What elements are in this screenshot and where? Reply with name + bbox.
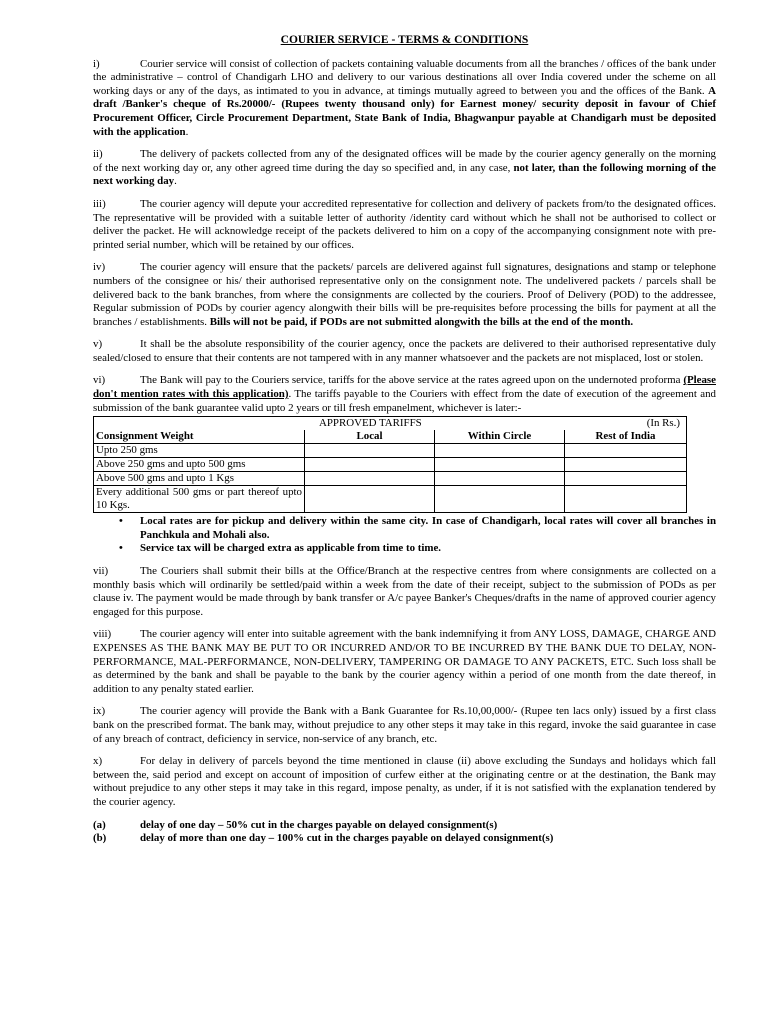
rate-cell	[565, 486, 687, 513]
list-item: • Local rates are for pickup and delivery within the same city. In case of Chandigarh, local rates will cover all branches in Panchkula and Mohali also.	[119, 515, 716, 541]
clause-end: .	[174, 175, 177, 188]
weight-cell: Above 500 gms and upto 1 Kgs	[94, 472, 305, 486]
clause-text: The Couriers shall submit their bills at the Office/Branch at the respective centres from where consignments are collected on a monthly basis which will ordinarily be settled/paid within a week from the date of their receipt, subject to the submission of PODs as per clause iv. The payment would be made through by bank transfer or A/c payee Banker's Cheques/drafts in the name of approved courier agency engaged for this purpose.	[93, 565, 716, 618]
clause-number: vi)	[93, 374, 106, 387]
tariff-table	[93, 416, 687, 513]
clause-number: iv)	[93, 261, 106, 274]
clause-v	[93, 338, 716, 365]
clause-number: vii)	[93, 565, 109, 578]
rate-cell	[565, 458, 687, 472]
header-local: Local	[305, 430, 435, 444]
rate-cell	[435, 458, 565, 472]
clause-text: The delivery of packets collected from any of the designated offices will be made by the courier agency generally on the morning of the next working day or, any other agreed time during the day so specified and, in any case,	[93, 148, 716, 174]
bullet-icon: •	[119, 542, 123, 555]
clause-bold-text: A draft /Banker's cheque of Rs.20000/- (Rupees twenty thousand only) for Earnest money/ security deposit in favour of Chief Procurement Officer, Circle Procurement Department, State Bank of India, Bhagwanpur payable at Chandigarh must be deposited with the application	[93, 84, 716, 138]
rate-cell	[565, 472, 687, 486]
tariff-caption-row	[94, 417, 687, 431]
penalty-label: (a)	[93, 818, 106, 831]
clause-underlined-text: (Please don't mention rates with this application)	[93, 374, 716, 401]
clause-viii	[93, 628, 716, 696]
rate-cell	[305, 486, 435, 513]
clause-bold-text: not later, than the following morning of the next working day	[93, 161, 716, 188]
clause-x	[93, 755, 716, 809]
clause-text-continued: . The tariffs payable to the Couriers with effect from the date of execution of the agreement and submission of the bank guarantee valid upto 2 years or till fresh empanelment, whichever is later:-	[93, 388, 716, 414]
clause-text: For delay in delivery of parcels beyond the time mentioned in clause (ii) above excluding the Sundays and holidays which fall between the, said period and except on account of imposition of curfew either at the originating centre or at the destination, the Bank may without prejudice to any other steps it may take in this regard, impose penalty, as under, if it is not satisfied with the explanation tendered by the courier agency.	[93, 755, 716, 808]
page-title: COURIER SERVICE - TERMS & CONDITIONS	[280, 34, 529, 46]
tariff-caption-cell	[94, 417, 687, 431]
clause-iii	[93, 198, 716, 252]
table-row	[94, 486, 687, 513]
bullet-icon: •	[119, 515, 123, 528]
penalty-text: delay of more than one day – 100% cut in the charges payable on delayed consignment(s)	[140, 832, 554, 845]
clause-text: The courier agency will enter into suitable agreement with the bank indemnifying it from ANY LOSS, DAMAGE, CHARGE AND EXPENSES AS THE BANK MAY BE PUT TO OR INCURRED AND/OR TO BE INCURRED BY THE BANK DUE TO DELAY, NON-PERFORMANCE, MAL-PERFORMANCE, NON-DELIVERY, TAMPERING OR DAMAGE TO ANY PACKETS, ETC. Such loss shall be as determined by the bank and shall be payable to the bank by the courier agency within a period of one month from the date thereof, in addition to any penalty stated earlier.	[93, 628, 716, 695]
weight-cell: Every additional 500 gms or part thereof upto 10 Kgs.	[94, 486, 305, 513]
tariff-notes	[93, 515, 716, 556]
clause-end: .	[185, 125, 189, 138]
penalty-label: (b)	[93, 832, 107, 845]
tariff-caption: APPROVED TARIFFS	[319, 417, 422, 430]
clause-iv	[93, 261, 716, 329]
clause-number: v)	[93, 338, 103, 351]
rate-cell	[305, 458, 435, 472]
penalty-b	[93, 832, 716, 846]
clause-number: ix)	[93, 705, 106, 718]
clause-vi	[93, 374, 716, 415]
clause-vii	[93, 565, 716, 619]
clause-bold-text: Bills will not be paid, if PODs are not submitted alongwith the bills at the end of the month.	[209, 315, 634, 328]
clause-number: ii)	[93, 148, 103, 161]
penalty-text: delay of one day – 50% cut in the charges payable on delayed consignment(s)	[140, 818, 498, 831]
clause-text: It shall be the absolute responsibility of the courier agency, once the packets are delivered to their authorised representative duly sealed/closed to ensure that their contents are not tampered with in any manner whatsoever and the packets are not misplaced, lost or stolen.	[93, 338, 716, 364]
tariff-unit: (In Rs.)	[646, 417, 680, 430]
clause-number: x)	[93, 755, 103, 768]
rate-cell	[305, 444, 435, 458]
header-within-circle: Within Circle	[435, 430, 565, 444]
clause-text: The courier agency will provide the Bank with a Bank Guarantee for Rs.10,00,000/- (Rupee ten lacs only) issued by a first class bank on the prescribed format. The bank may, without prejudice to any other steps it may take in this regard, invoke the said guarantee in case of any breach of contract, deficiency in service, non-service of any branch, etc.	[93, 705, 716, 745]
clause-number: viii)	[93, 628, 112, 641]
table-row	[94, 444, 687, 458]
header-rest-of-india: Rest of India	[565, 430, 687, 444]
clause-text: The Bank will pay to the Couriers service, tariffs for the above service at the rates agreed upon on the undernoted proforma	[140, 374, 684, 387]
weight-cell: Above 250 gms and upto 500 gms	[94, 458, 305, 472]
penalty-a	[93, 819, 716, 833]
clause-i	[93, 58, 716, 140]
rate-cell	[565, 444, 687, 458]
rate-cell	[435, 486, 565, 513]
table-row	[94, 458, 687, 472]
list-item: • Service tax will be charged extra as applicable from time to time.	[119, 542, 442, 555]
weight-cell: Upto 250 gms	[94, 444, 305, 458]
clause-ii	[93, 148, 716, 189]
table-row	[94, 472, 687, 486]
tariff-header-row	[94, 430, 687, 444]
header-consignment-weight: Consignment Weight	[94, 430, 305, 444]
clause-text: The courier agency will depute your accredited representative for collection and delivery of packets from/to the designated offices. The representative will be provided with a suitable letter of authority /identity card without which he shall not be authorised to collect or deliver the packet. He will acknowledge receipt of the packets delivered to him on a copy of the accompanying consignment note with pre-printed serial number, which will be retained by our offices.	[93, 197, 716, 251]
clause-ix	[93, 705, 716, 746]
rate-cell	[435, 472, 565, 486]
clause-number: iii)	[93, 197, 106, 210]
rate-cell	[435, 444, 565, 458]
clause-text: The courier agency will ensure that the packets/ parcels are delivered against full signatures, designations and stamp or telephone numbers of the consignee or his/ their authorised representative only on the consignment note. The undelivered packets / parcels shall be delivered back to the bank branches, from where the consignments are collected by the couriers. Proof of Delivery (POD) to the addressee, Regular submission of PODs by courier agency alongwith their bills will be pre-requisites before processing the bills for payment at all the branches / establishments.	[93, 261, 716, 328]
rate-cell	[305, 472, 435, 486]
clause-text: Courier service will consist of collection of packets containing valuable documents from all the branches / offices of the bank under the administrative – control of Chandigarh LHO and delivery to our various destinations all over India covered under the scheme on all working days or any of the days, as intimated to you in advance, at timings mutually agreed to between you and the offices of the Bank.	[93, 57, 716, 97]
clause-number: i)	[93, 57, 100, 70]
